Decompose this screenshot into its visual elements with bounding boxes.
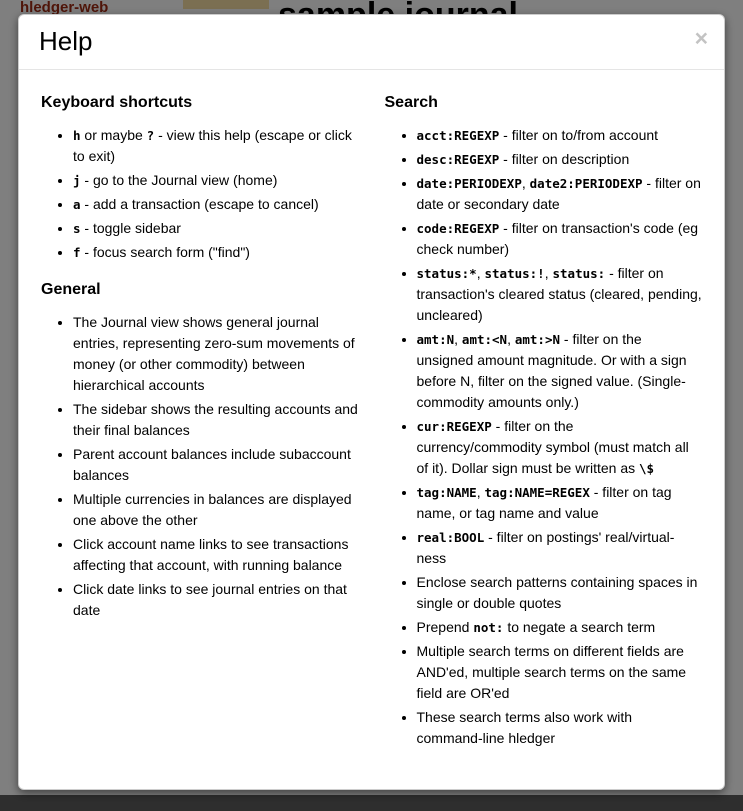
inline-code: not: — [473, 619, 504, 635]
inline-code: date2:PERIODEXP — [529, 175, 643, 191]
inline-code: tag:NAME — [416, 484, 477, 500]
inline-code: amt:<N — [461, 331, 508, 347]
left-column — [41, 76, 359, 755]
inline-code: code:REGEXP — [416, 220, 500, 236]
inline-code: date:PERIODEXP — [416, 175, 522, 191]
list-item: • cur:REGEXP - filter on the currency/commodity symbol (must match all of it). Dollar sign must be written as \$ — [417, 416, 703, 479]
list-item: • The Journal view shows general journal entries, representing zero-sum movements of money (or other commodity) between hierarchical accounts — [73, 312, 359, 396]
list-item: • Multiple search terms on different fields are AND'ed, multiple search terms on the same field are OR'ed — [417, 641, 703, 704]
list-item: • date:PERIODEXP, date2:PERIODEXP - filter on date or secondary date — [417, 173, 703, 215]
inline-code: amt:>N — [514, 331, 561, 347]
list-item: • s - toggle sidebar — [73, 218, 359, 239]
close-icon[interactable]: × — [694, 25, 708, 51]
list-item: • acct:REGEXP - filter on to/from account — [417, 125, 703, 146]
list-item: • Click date links to see journal entries on that date — [73, 579, 359, 621]
section-heading: Keyboard shortcuts — [41, 93, 193, 111]
list-item: • Click account name links to see transactions affecting that account, with running balance — [73, 534, 359, 576]
inline-code: \$ — [639, 460, 655, 476]
list-item: • The sidebar shows the resulting accounts and their final balances — [73, 399, 359, 441]
inline-code: a — [73, 196, 81, 212]
help-modal — [18, 14, 725, 790]
inline-code: s — [73, 220, 81, 236]
inline-code: status:* — [416, 265, 477, 281]
inline-code: j — [73, 172, 81, 188]
inline-code: desc:REGEXP — [416, 151, 500, 167]
modal-title: Help — [39, 26, 93, 56]
list-item: • h or maybe ? - view this help (escape or click to exit) — [73, 125, 359, 167]
list-item: • Parent account balances include subaccount balances — [73, 444, 359, 486]
list-item: • status:*, status:!, status: - filter on transaction's cleared status (cleared, pending, uncleared) — [417, 263, 703, 326]
list-item: • Multiple currencies in balances are displayed one above the other — [73, 489, 359, 531]
list-item: • Prepend not: to negate a search term — [417, 617, 703, 638]
list-item: • amt:N, amt:<N, amt:>N - filter on the unsigned amount magnitude. Or with a sign before N, filter on the signed value. (Single-commodity amounts only.) — [417, 329, 703, 413]
list-item: • code:REGEXP - filter on transaction's code (eg check number) — [417, 218, 703, 260]
right-column — [385, 76, 703, 755]
help-list — [41, 312, 359, 621]
list-item: • desc:REGEXP - filter on description — [417, 149, 703, 170]
list-item: • These search terms also work with command-line hledger — [417, 707, 703, 749]
help-list — [385, 125, 703, 749]
list-item: • tag:NAME, tag:NAME=REGEX - filter on tag name, or tag name and value — [417, 482, 703, 524]
inline-code: status: — [552, 265, 606, 281]
inline-code: status:! — [484, 265, 545, 281]
inline-code: cur:REGEXP — [416, 418, 492, 434]
modal-body — [19, 70, 724, 775]
list-item: • f - focus search form ("find") — [73, 242, 359, 263]
section-heading: Search — [384, 93, 438, 111]
inline-code: h — [73, 127, 81, 143]
list-item: • Enclose search patterns containing spaces in single or double quotes — [417, 572, 703, 614]
inline-code: acct:REGEXP — [416, 127, 500, 143]
list-item: • real:BOOL - filter on postings' real/virtual-ness — [417, 527, 703, 569]
inline-code: f — [73, 244, 81, 260]
inline-code: ? — [146, 127, 155, 143]
modal-header — [19, 15, 724, 70]
inline-code: real:BOOL — [416, 529, 485, 545]
list-item: • a - add a transaction (escape to cancel) — [73, 194, 359, 215]
help-list — [41, 125, 359, 263]
inline-code: amt:N — [416, 331, 455, 347]
inline-code: tag:NAME=REGEX — [484, 484, 590, 500]
section-heading: General — [41, 280, 101, 298]
list-item: • j - go to the Journal view (home) — [73, 170, 359, 191]
